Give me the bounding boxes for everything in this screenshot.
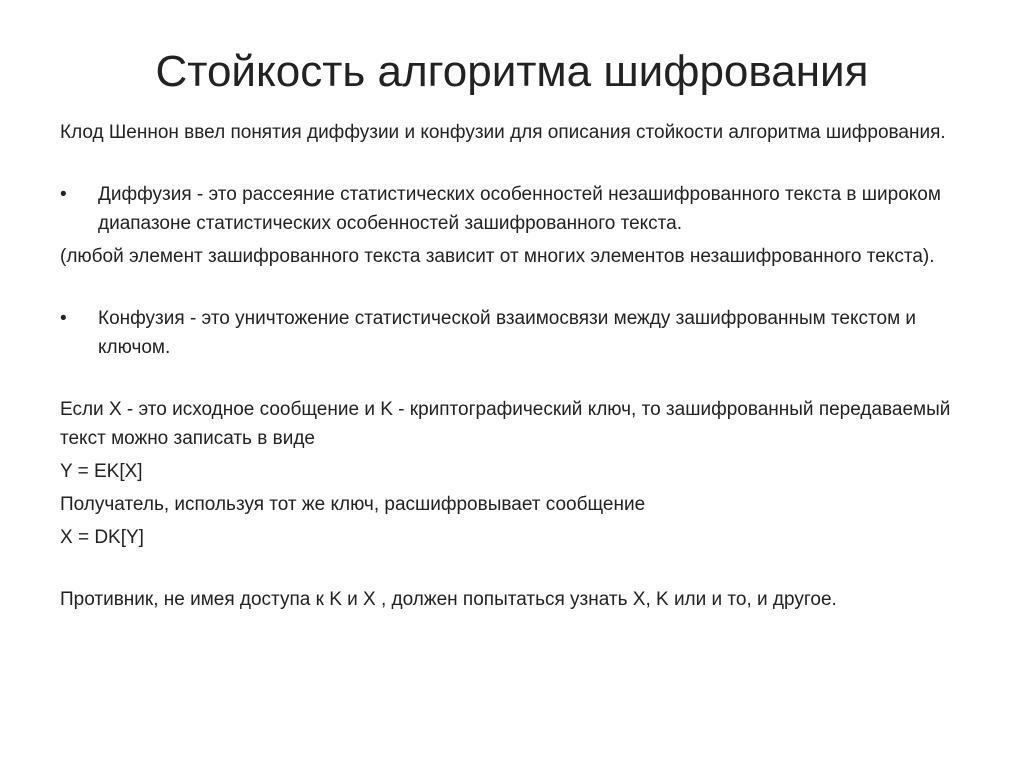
if-paragraph: Если X - это исходное сообщение и K - криптографический ключ, то зашифрованный передаваемый текст можно записать в виде [60,399,951,449]
bullet-diffusion-text: Диффузия - это рассеяние статистических особенностей незашифрованного текста в широком диапазоне статистических особенностей зашифрованного текста. [98,184,941,234]
receiver-paragraph: Получатель, используя тот же ключ, расшифровывает сообщение [60,494,646,515]
formula-decrypt: X = DK[Y] [60,527,144,548]
bullet-diffusion [60,180,960,238]
bullet-marker: • [60,308,67,329]
intro-paragraph: Клод Шеннон ввел понятия диффузии и конфузии для описания стойкости алгоритма шифрования. [60,122,946,143]
bullet-confusion [60,304,960,362]
slide-title: Стойкость алгоритма шифрования [155,47,869,96]
adversary-paragraph: Противник, не имея доступа к K и X , должен попытаться узнать X, K или и то, и другое. [60,589,837,610]
diffusion-note: (любой элемент зашифрованного текста зависит от многих элементов незашифрованного текста). [60,246,935,267]
bullet-marker: • [60,184,67,205]
bullet-confusion-text: Конфузия - это уничтожение статистической взаимосвязи между зашифрованным текстом и ключом. [98,308,917,358]
formula-encrypt: Y = EK[X] [60,461,143,482]
slide-body [60,118,960,614]
